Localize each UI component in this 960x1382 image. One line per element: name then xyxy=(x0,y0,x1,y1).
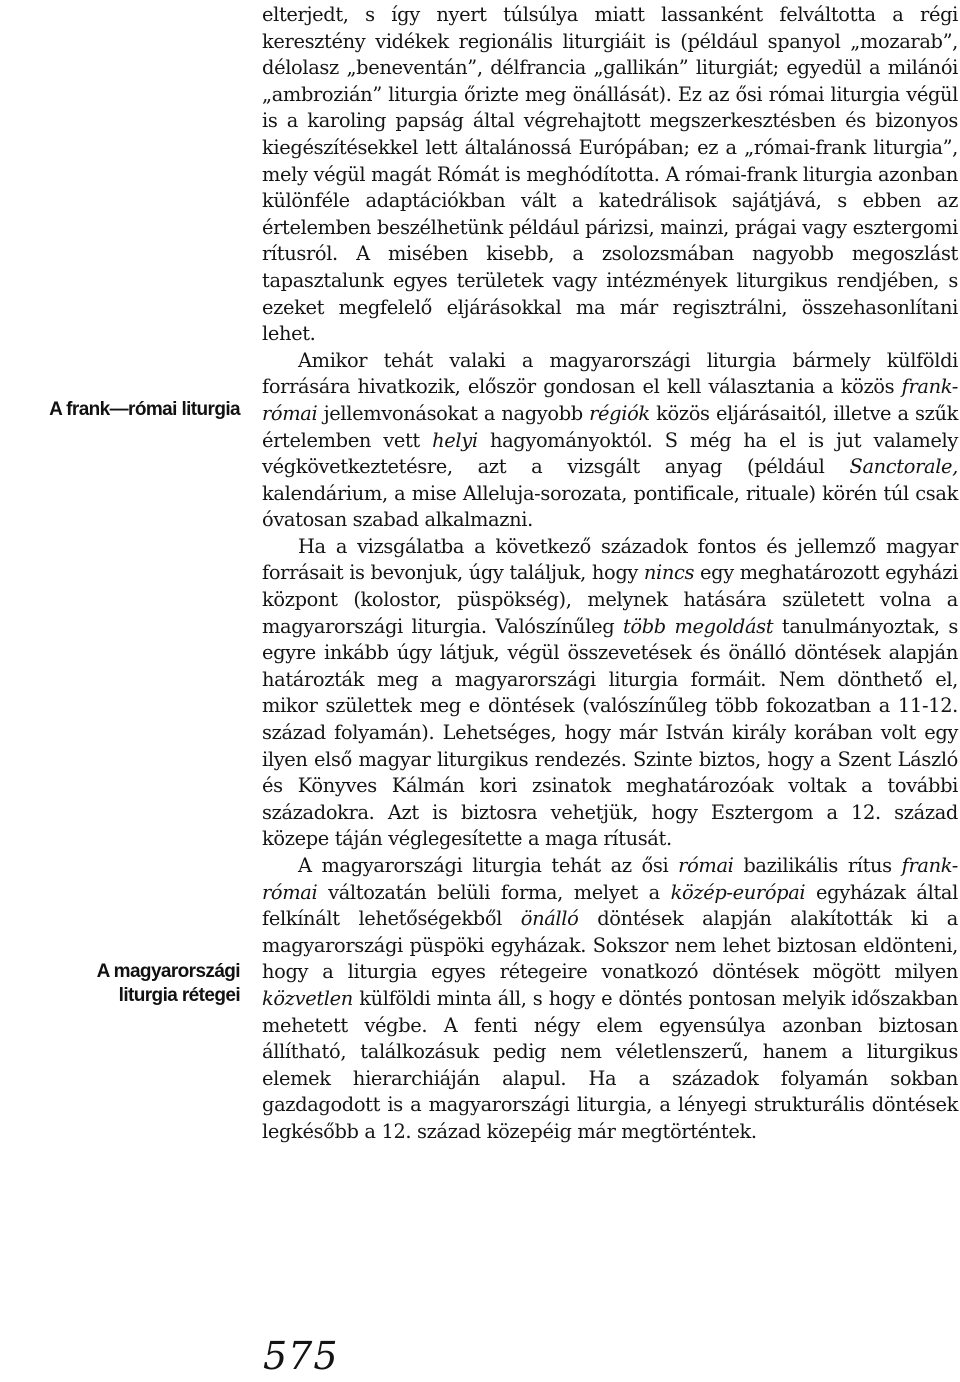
italic-text: több megoldást xyxy=(622,614,774,638)
text-run: közös eljárásaitól, illetve a szűk értelemben vett xyxy=(262,401,958,452)
text-run: változatán belüli forma, melyet a xyxy=(317,880,671,904)
italic-text: önálló xyxy=(520,907,579,931)
paragraph xyxy=(262,348,958,534)
paragraph xyxy=(262,2,958,348)
italic-text: frank-római xyxy=(262,854,958,904)
italic-text: helyi xyxy=(432,428,478,452)
text-run: hagyományoktól. S még ha el is jut valamely végkövetkeztetésre, azt a vizsgált anyag (például xyxy=(262,428,958,479)
text-run: Ha a vizsgálatba a következő századok fontos és jellemző magyar forrásait is bevonjuk, úgy találjuk, hogy xyxy=(262,534,958,585)
margin-heading-frank-roman-liturgy xyxy=(4,398,240,422)
italic-text: közép-európai xyxy=(670,880,806,904)
margin-heading-hungarian-liturgy-layers xyxy=(4,960,240,1008)
text-run: elterjedt, s így nyert túlsúlya miatt lassanként felváltotta a régi keresztény vidékek regionális liturgiáit is (például spanyol „mozarab”, délolasz „beneventán”, délfrancia „gallikán” liturgiát; egyedül a milánói „ambrozián” liturgia őrizte meg önállását). Ez az ősi római liturgia végül is a karoling papság által végrehajtott megszerkesztésben és bizonyos kiegészítésekkel lett általánossá Európában; ez a „római-frank liturgia”, mely végül magát Rómát is meghódította. A római-frank liturgia azonban különféle adaptációkban vált a katedrálisok sajátjává, s ebben az értelemben beszélhetünk például párizsi, mainzi, prágai vagy esztergomi rítusról. A misében kisebb, a zsolozsmában nagyobb megoszlást tapasztalunk egyes területek vagy intézmények liturgikus rendjében, s ezeket megfelelő eljárásokkal ma már regisztrálni, összehasonlítani lehet. xyxy=(262,3,958,346)
text-run: Amikor tehát valaki a magyarországi liturgia bármely külföldi forrására hivatkozik, először gondosan el kell választania a közös xyxy=(262,348,958,399)
paragraph xyxy=(262,853,958,1146)
italic-text: Sanctorale, xyxy=(849,455,958,479)
italic-text: nincs xyxy=(643,561,695,585)
text-run: külföldi minta áll, s hogy e döntés pontosan melyik időszakban mehetett végbe. A fenti négy elem egyensúlya azonban biztosan állítható, találkozásuk pedig nem véletlenszerű, hanem a liturgikus elemek hierarchiáján alapul. Ha a századok folyamán sokban gazdagodott is a magyarországi liturgia, a lényegi strukturális döntések legkésőbb a 12. század közepéig már megtörténtek. xyxy=(262,986,958,1143)
text-run: A magyarországi liturgia tehát az ősi xyxy=(298,854,679,877)
text-run: egy meghatározott egyházi központ (kolostor, püspökség), melynek hatására született volna a magyarországi liturgia. Valószínűleg xyxy=(262,561,958,638)
text-run: tanulmányoztak, s egyre inkább úgy látjuk, végül összevetések és önálló döntések alapján határozták meg a magyarországi liturgia formáit. Nem dönthető el, mikor születtek meg e döntések (valószínűleg több fokozatban a 11-12. század folyamán). Lehetséges, hogy már István király korában volt egy ilyen első magyar liturgikus rendezés. Szinte biztos, hogy a Szent László és Könyves Kálmán kori zsinatok meghatározóak voltak a további századokra. Azt is biztosra vehetjük, hogy Esztergom a 12. század közepe táján véglegesítette a maga rítusát. xyxy=(262,614,958,851)
text-run: kalendárium, a mise Alleluja-sorozata, pontificale, rituale) körén túl csak óvatosan szabad alkalmazni. xyxy=(262,481,958,532)
text-run: döntések alapján alakították ki a magyarországi püspöki egyházak. Sokszor nem lehet biztosan eldönteni, hogy a liturgia egyes rétegeire vonatkozó döntések mögött milyen xyxy=(262,907,958,984)
margin-heading-line: A frank—római liturgia xyxy=(49,399,240,420)
text-run: egyházak által felkínált lehetőségekből xyxy=(262,880,958,931)
text-run: jellemvonásokat a nagyobb xyxy=(317,401,590,425)
margin-heading-line: A magyarországi xyxy=(96,961,240,982)
text-run: bazilikális rítus xyxy=(733,854,902,877)
italic-text: római xyxy=(678,854,734,877)
margin-heading-line: liturgia rétegei xyxy=(118,985,240,1006)
paragraph xyxy=(262,534,958,853)
italic-text: frank-római xyxy=(262,375,958,425)
page-number: 575 xyxy=(263,1334,339,1378)
italic-text: régiók xyxy=(589,401,650,425)
body-text xyxy=(262,2,958,1146)
italic-text: közvetlen xyxy=(262,986,353,1010)
